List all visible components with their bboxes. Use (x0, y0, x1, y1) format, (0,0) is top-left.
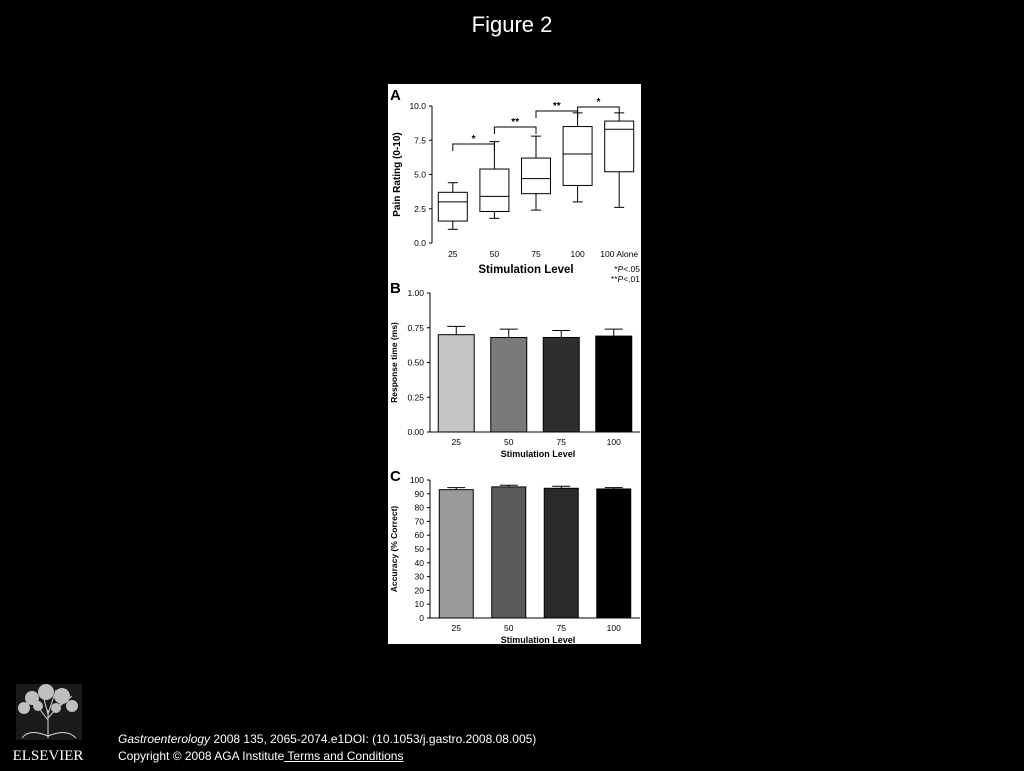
journal-name: Gastroenterology (118, 732, 211, 746)
y-tick-label-b: 0.50 (407, 357, 424, 368)
y-tick-label-c: 90 (414, 488, 424, 499)
y-tick-label-b: 1.00 (407, 288, 424, 298)
significance-legend-line: **P<.01 (610, 274, 640, 284)
x-tick-label-c: 75 (556, 623, 566, 633)
bar (439, 490, 473, 618)
x-tick-label-b: 75 (556, 437, 566, 447)
bar (438, 335, 474, 432)
box-iqr (522, 158, 551, 194)
significance-legend-line: *P<.05 (614, 264, 640, 274)
y-tick-label-a: 5.0 (414, 169, 426, 180)
figure-svg (388, 84, 641, 644)
y-tick-label-b: 0.75 (407, 322, 424, 333)
significance-bracket (578, 107, 620, 114)
x-tick-label-b: 25 (451, 437, 461, 447)
y-tick-label-c: 20 (414, 585, 424, 596)
bar (492, 487, 526, 618)
significance-bracket (494, 127, 536, 134)
y-axis-label-c: Accuracy (% Correct) (389, 505, 399, 593)
y-tick-label-a: 0.0 (414, 238, 426, 248)
y-tick-label-c: 100 (409, 475, 424, 485)
significance-bracket (453, 144, 495, 151)
significance-marker: * (596, 97, 601, 108)
citation-footer (118, 731, 536, 765)
figure-panel (388, 84, 641, 644)
significance-marker: * (471, 134, 476, 145)
citation-text: 2008 135, 2065-2074.e1DOI: (10.1053/j.gastro.2008.08.005) (210, 732, 537, 746)
x-tick-label-a: 100 Alone (600, 249, 639, 259)
slide-title: Figure 2 (471, 12, 553, 37)
bar (491, 337, 527, 432)
x-axis-label-b: Stimulation Level (500, 449, 576, 459)
x-tick-label-a: 50 (489, 249, 500, 259)
x-tick-label-a: 75 (531, 249, 541, 259)
x-tick-label-c: 50 (504, 623, 514, 633)
y-tick-label-c: 40 (414, 557, 424, 568)
bar (597, 489, 631, 618)
y-tick-label-c: 70 (414, 516, 424, 527)
x-tick-label-c: 100 (606, 623, 621, 633)
bar (544, 488, 578, 618)
terms-link[interactable]: Terms and Conditions (284, 749, 404, 763)
panel-label-b: B (390, 280, 401, 297)
bar (543, 337, 579, 432)
x-tick-label-a: 100 (570, 249, 585, 259)
elsevier-tree-icon (8, 680, 88, 766)
y-axis-label-a: Pain Rating (0-10) (392, 132, 403, 217)
y-tick-label-b: 0.00 (407, 427, 424, 437)
significance-marker: ** (511, 117, 520, 128)
y-tick-label-b: 0.25 (407, 392, 424, 403)
panel-label-c: C (390, 468, 401, 485)
significance-marker: ** (552, 101, 561, 112)
x-tick-label-a: 25 (448, 249, 458, 259)
box-iqr (480, 169, 509, 211)
y-axis-label-b: Response time (ms) (389, 322, 399, 403)
box-iqr (438, 192, 467, 221)
y-tick-label-c: 0 (419, 613, 424, 623)
box-iqr (605, 121, 634, 172)
significance-bracket (536, 111, 578, 118)
x-tick-label-b: 100 (606, 437, 621, 447)
copyright-text: Copyright © 2008 AGA Institute (118, 749, 285, 763)
x-axis-label-a: Stimulation Level (478, 264, 574, 276)
x-tick-label-c: 25 (451, 623, 461, 633)
y-tick-label-c: 60 (414, 530, 424, 541)
panel-label-a: A (390, 87, 401, 104)
bar (596, 336, 632, 432)
y-tick-label-a: 10.0 (409, 101, 426, 111)
y-tick-label-c: 30 (414, 571, 424, 582)
box-iqr (563, 127, 592, 186)
x-tick-label-b: 50 (504, 437, 514, 447)
y-tick-label-a: 2.5 (414, 203, 426, 214)
elsevier-logo (8, 680, 88, 766)
y-tick-label-a: 7.5 (414, 135, 426, 146)
logo-text: ELSEVIER (12, 748, 84, 764)
y-tick-label-c: 80 (414, 502, 424, 513)
y-tick-label-c: 10 (414, 599, 424, 610)
y-tick-label-c: 50 (414, 544, 424, 554)
x-axis-label-c: Stimulation Level (500, 635, 576, 644)
